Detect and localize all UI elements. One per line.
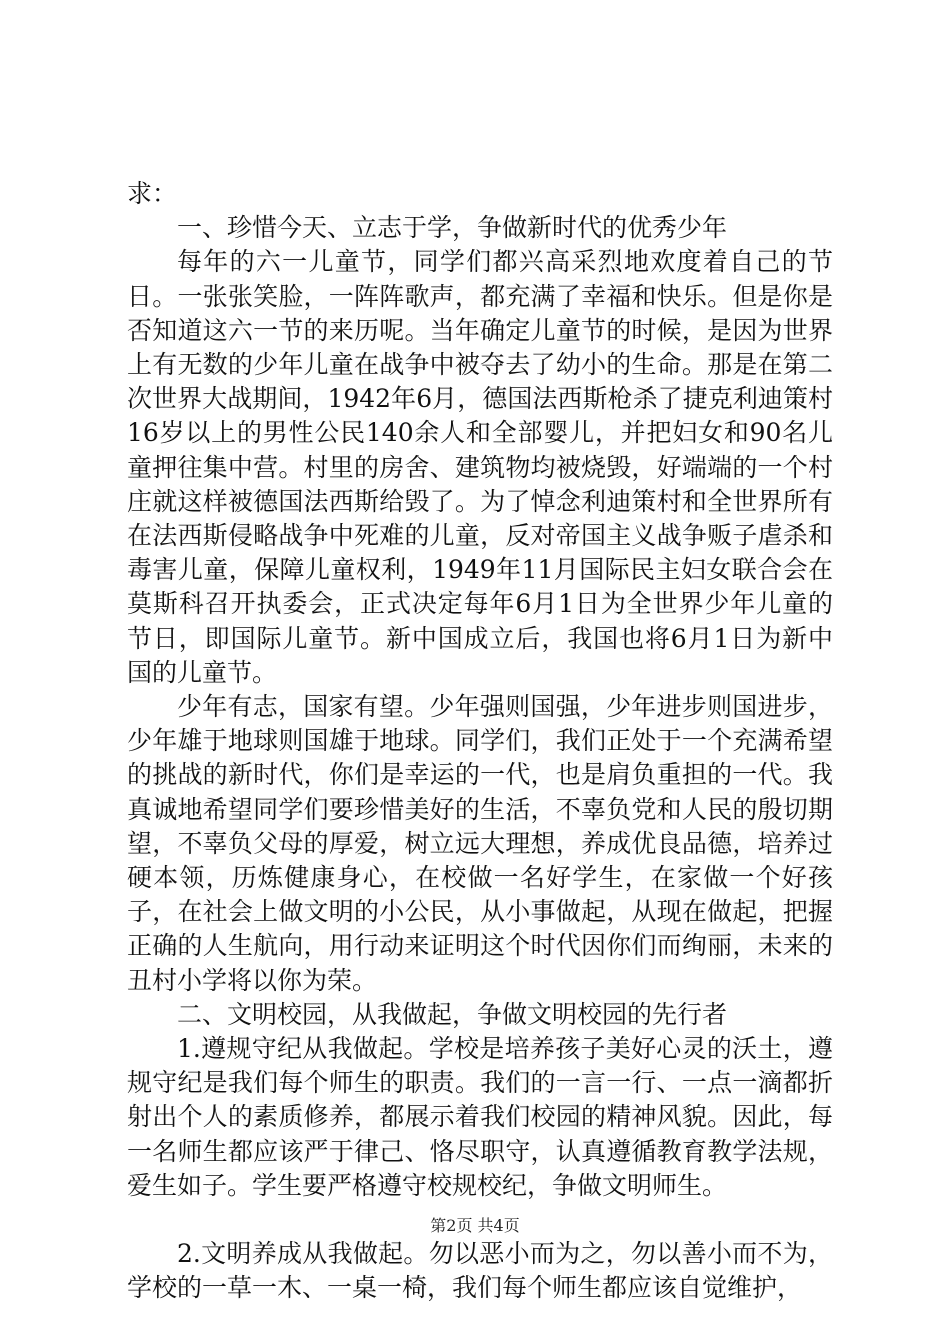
paragraph-point-2: 2.文明养成从我做起。勿以恶小而为之，勿以善小而不为，学校的一草一木、一桌一椅，我们每个师生都应该自觉维护， bbox=[127, 1239, 833, 1303]
paragraph-youth-aspiration: 少年有志，国家有望。少年强则国强，少年进步则国进步，少年雄于地球则国雄于地球。同学们，我们正处于一个充满希望的挑战的新时代，你们是幸运的一代，也是肩负重担的一代。我真诚地希望同学们要珍惜美好的生活，不辜负党和人民的殷切期望，不辜负父母的厚爱，树立远大理想，养成优良品德，培养过硬本领，历炼健康身心，在校做一名好学生，在家做一个好孩子，在社会上做文明的小公民，从小事做起，从现在做起，把握正确的人生航向，用行动来证明这个时代因你们而绚丽，未来的丑村小学将以你为荣。 bbox=[127, 692, 833, 995]
paragraph-point-1: 1.遵规守纪从我做起。学校是培养孩子美好心灵的沃土，遵规守纪是我们每个师生的职责。我们的一言一行、一点一滴都折射出个人的素质修养，都展示着我们校园的精神风貌。因此，每一名师生都应该严于律己、恪尽职守，认真遵循教育教学法规，爱生如子。学生要严格遵守校规校纪，争做文明师生。 bbox=[127, 1034, 833, 1200]
section-heading-2: 二、文明校园，从我做起，争做文明校园的先行者 bbox=[177, 999, 728, 1029]
paragraph-childrens-day-history: 每年的六一儿童节，同学们都兴高采烈地欢度着自己的节日。一张张笑脸，一阵阵歌声，都充满了幸福和快乐。但是你是否知道这六一节的来历呢。当年确定儿童节的时候，是因为世界上有无数的少年儿童在战争中被夺去了幼小的生命。那是在第二次世界大战期间，1942年6月，德国法西斯枪杀了捷克利迪策村16岁以上的男性公民140余人和全部婴儿，并把妇女和90名儿童押往集中营。村里的房舍、建筑物均被烧毁，好端端的一个村庄就这样被德国法西斯给毁了。为了悼念利迪策村和全世界所有在法西斯侵略战争中死难的儿童，反对帝国主义战争贩子虐杀和毒害儿童，保障儿童权利，1949年11月国际民主妇女联合会在莫斯科召开执委会，正式决定每年6月1日为全世界少年儿童的节日，即国际儿童节。新中国成立后，我国也将6月1日为新中国的儿童节。 bbox=[127, 247, 833, 687]
page-footer: 第2页 共4页 bbox=[430, 1216, 520, 1235]
section-heading-1: 一、珍惜今天、立志于学，争做新时代的优秀少年 bbox=[177, 213, 728, 243]
document-body bbox=[127, 177, 833, 1306]
paragraph-opening: 求： bbox=[127, 179, 178, 208]
